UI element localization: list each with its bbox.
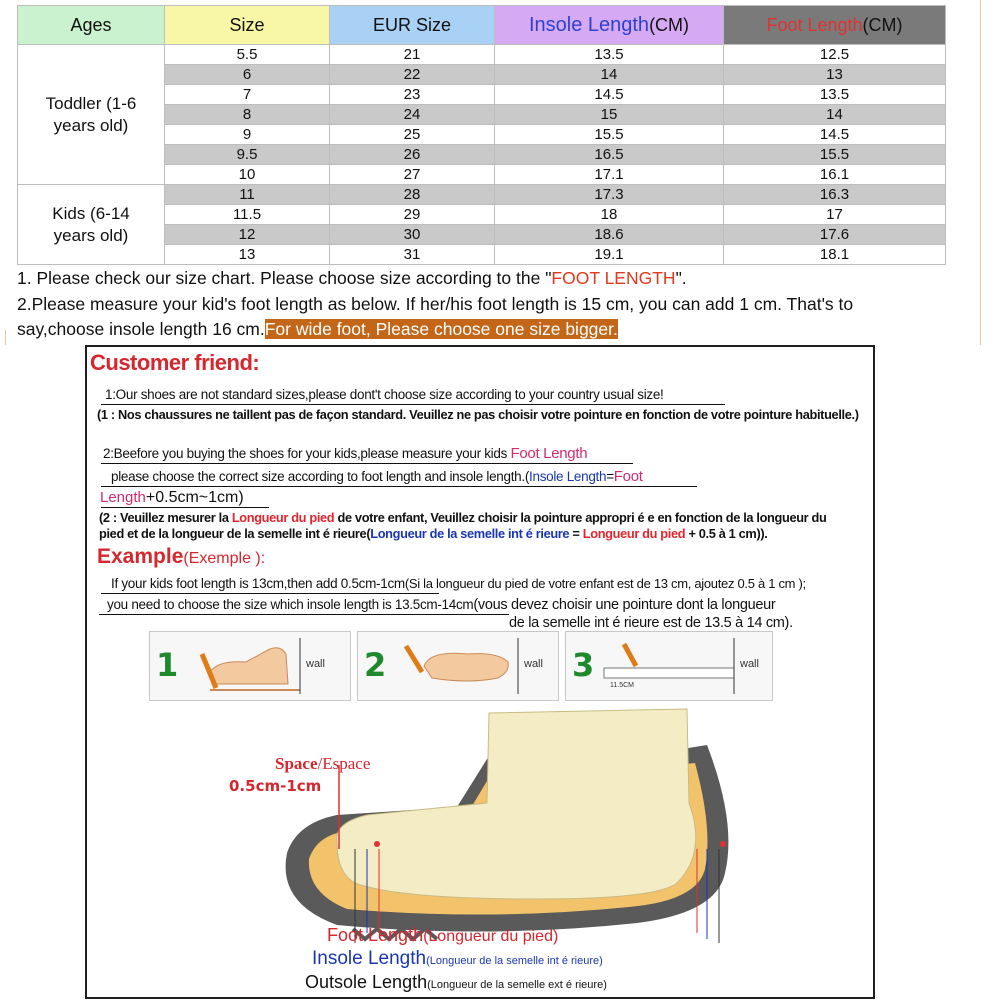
header-ages: Ages [18, 6, 165, 45]
cell-eur: 28 [330, 185, 495, 205]
cell-insole: 19.1 [495, 245, 724, 265]
fr-d: + 0.5 à 1 cm)). [688, 526, 768, 541]
header-eur-size: EUR Size [330, 6, 495, 45]
cell-foot: 17 [724, 205, 946, 225]
customer-friend-title: Customer friend: [90, 350, 260, 375]
example-line-3: de la semelle int é rieure est de 13.5 à 14 cm). [509, 615, 793, 631]
point-2-equals: = [606, 469, 614, 484]
header-insole-text: Insole Length [528, 13, 650, 36]
cell-size: 11 [165, 185, 330, 205]
underline [101, 593, 439, 594]
cell-foot: 16.1 [724, 165, 946, 185]
space-fr: /Espace [317, 754, 371, 773]
cell-insole: 16.5 [495, 145, 724, 165]
point-1-english: 1:Our shoes are not standard sizes,please dont't choose size according to your country usual size! [105, 387, 664, 402]
fr-pied: Longueur du pied [582, 526, 686, 541]
wide-foot-highlight: For wide foot, Please choose one size bigger. [264, 319, 618, 339]
customer-info-panel [85, 345, 875, 999]
outsole-length-label [305, 972, 607, 993]
point-2-insole-length: Insole Length [529, 469, 607, 484]
cell-insole: 18 [495, 205, 724, 225]
step-3-tag: 11.5CM [610, 682, 634, 689]
underline [101, 507, 269, 508]
cell-foot: 18.1 [724, 245, 946, 265]
example-line-2 [107, 597, 775, 613]
cell-insole: 14 [495, 65, 724, 85]
age-group-toddler: Toddler (1-6 years old) [18, 45, 165, 185]
cell-foot: 17.6 [724, 225, 946, 245]
foot-length-label [327, 925, 558, 946]
cell-foot: 13 [724, 65, 946, 85]
cell-eur: 24 [330, 105, 495, 125]
size-chart-table [17, 5, 946, 265]
step-3-number: 3 [572, 646, 595, 684]
foot-in-shoe-diagram [237, 703, 797, 943]
step-2-illustration [357, 631, 559, 701]
example-heading [97, 545, 265, 569]
cell-eur: 25 [330, 125, 495, 145]
cell-insole: 13.5 [495, 45, 724, 65]
note-1-end: ". [675, 268, 687, 288]
step-2-number: 2 [364, 646, 387, 684]
foot-length-text: Foot Length [327, 925, 424, 945]
ex-l2-fr: (vous devez choisir une pointure dont la longueur [473, 597, 776, 613]
underline [101, 463, 633, 464]
cell-size: 6 [165, 65, 330, 85]
point-2-foot-length: Foot Length [510, 445, 588, 462]
point-2-english [103, 445, 587, 462]
cell-size: 7 [165, 85, 330, 105]
point-2-french-2 [99, 526, 767, 541]
foot-length-fr: (Longueur du pied) [423, 928, 559, 945]
point-1-french: (1 : Nos chaussures ne taillent pas de façon standard. Veuillez ne pas choisir votre pointure en fonction de votre pointure habituelle.) [97, 407, 859, 422]
ex-l1-en: If your kids foot length is 13cm,then add 0.5cm-1cm [111, 576, 405, 591]
cell-foot: 14 [724, 105, 946, 125]
cell-foot: 15.5 [724, 145, 946, 165]
note-line-3 [17, 319, 618, 340]
note-1-text: 1. Please check our size chart. Please choose size according to the " [17, 268, 552, 288]
header-insole-length [495, 6, 724, 45]
right-divider [980, 0, 981, 345]
point-2-text: 2:Beefore you buying the shoes for your kids,please measure your kids [103, 446, 508, 461]
note-line-2: 2.Please measure your kid's foot length as below. If her/his foot length is 15 cm, you can add 1 cm. That's to [17, 294, 854, 314]
left-divider [5, 330, 6, 345]
example-sub: (Exemple ): [183, 550, 266, 567]
point-2-line-3 [100, 489, 244, 507]
fr-eq: = [572, 526, 580, 541]
cell-size: 8 [165, 105, 330, 125]
example-title: Example [97, 545, 184, 568]
table-row [18, 185, 946, 205]
fr-a: (2 : Veuillez mesurer la [99, 510, 229, 525]
cell-eur: 31 [330, 245, 495, 265]
ex-l1-fr: (Si la longueur du pied de votre enfant est de 13 cm, ajoutez 0.5 à 1 cm ); [404, 576, 806, 591]
cell-size: 11.5 [165, 205, 330, 225]
point-2-line-2 [111, 468, 643, 485]
step-2-wall: wall [524, 658, 543, 670]
cell-foot: 12.5 [724, 45, 946, 65]
header-foot-length [724, 6, 946, 45]
outsole-length-fr: (Longueur de la semelle ext é rieure) [427, 979, 607, 991]
underline [101, 404, 725, 405]
cell-size: 13 [165, 245, 330, 265]
fr-c: pied et de la longueur de la semelle int é rieure( [99, 526, 371, 541]
cell-insole: 17.3 [495, 185, 724, 205]
cell-size: 9.5 [165, 145, 330, 165]
cell-insole: 14.5 [495, 85, 724, 105]
step-1-illustration [149, 631, 351, 701]
header-insole-unit: (CM) [649, 14, 690, 35]
cell-insole: 17.1 [495, 165, 724, 185]
underline [101, 486, 697, 487]
point-2-french-1 [99, 510, 826, 525]
insole-length-fr: (Longueur de la semelle int é rieure) [426, 955, 603, 967]
step-3-illustration [565, 631, 773, 701]
table-row [18, 45, 946, 65]
insole-length-text: Insole Length [312, 948, 427, 969]
fr-b: de votre enfant, Veuillez choisir la pointure appropri é e en fonction de la longueur du [337, 510, 827, 525]
cell-eur: 30 [330, 225, 495, 245]
space-value: 0.5cm-1cm [229, 777, 322, 795]
age-group-kids: Kids (6-14 years old) [18, 185, 165, 265]
size-table-body [18, 45, 946, 265]
step-1-number: 1 [156, 646, 179, 684]
step-1-wall: wall [306, 658, 325, 670]
header-foot-unit: (CM) [862, 14, 903, 35]
example-line-1 [111, 576, 806, 591]
cell-foot: 13.5 [724, 85, 946, 105]
cell-eur: 29 [330, 205, 495, 225]
point-2-length: Length [100, 489, 146, 506]
cell-foot: 14.5 [724, 125, 946, 145]
cell-eur: 23 [330, 85, 495, 105]
outsole-length-text: Outsole Length [305, 972, 428, 992]
cell-eur: 22 [330, 65, 495, 85]
cell-size: 10 [165, 165, 330, 185]
point-2-foot: Foot [613, 468, 643, 485]
cell-eur: 26 [330, 145, 495, 165]
cell-insole: 18.6 [495, 225, 724, 245]
note-1-foot-length: FOOT LENGTH [551, 268, 676, 288]
space-label [275, 754, 370, 774]
cell-eur: 27 [330, 165, 495, 185]
cell-foot: 16.3 [724, 185, 946, 205]
cell-size: 9 [165, 125, 330, 145]
header-size: Size [165, 6, 330, 45]
note-line-1 [17, 268, 687, 289]
fr-semelle: Longueur de la semelle int é rieure [370, 526, 570, 541]
point-2-line2-text: please choose the correct size according to foot length and insole length.( [111, 469, 530, 484]
cell-size: 12 [165, 225, 330, 245]
insole-length-label [312, 948, 603, 970]
cell-insole: 15 [495, 105, 724, 125]
cell-eur: 21 [330, 45, 495, 65]
fr-longueur: Longueur du pied [231, 510, 335, 525]
note-3-text: say,choose insole length 16 cm. [17, 319, 265, 339]
space-text: Space [275, 754, 318, 773]
point-2-plus-range: +0.5cm~1cm) [145, 489, 244, 506]
underline [99, 614, 509, 615]
ex-l2-en: you need to choose the size which insole length is 13.5cm-14cm [107, 597, 474, 612]
table-header-row [18, 6, 946, 45]
header-foot-text: Foot Length [766, 14, 863, 35]
cell-size: 5.5 [165, 45, 330, 65]
cell-insole: 15.5 [495, 125, 724, 145]
step-3-wall: wall [740, 658, 759, 670]
